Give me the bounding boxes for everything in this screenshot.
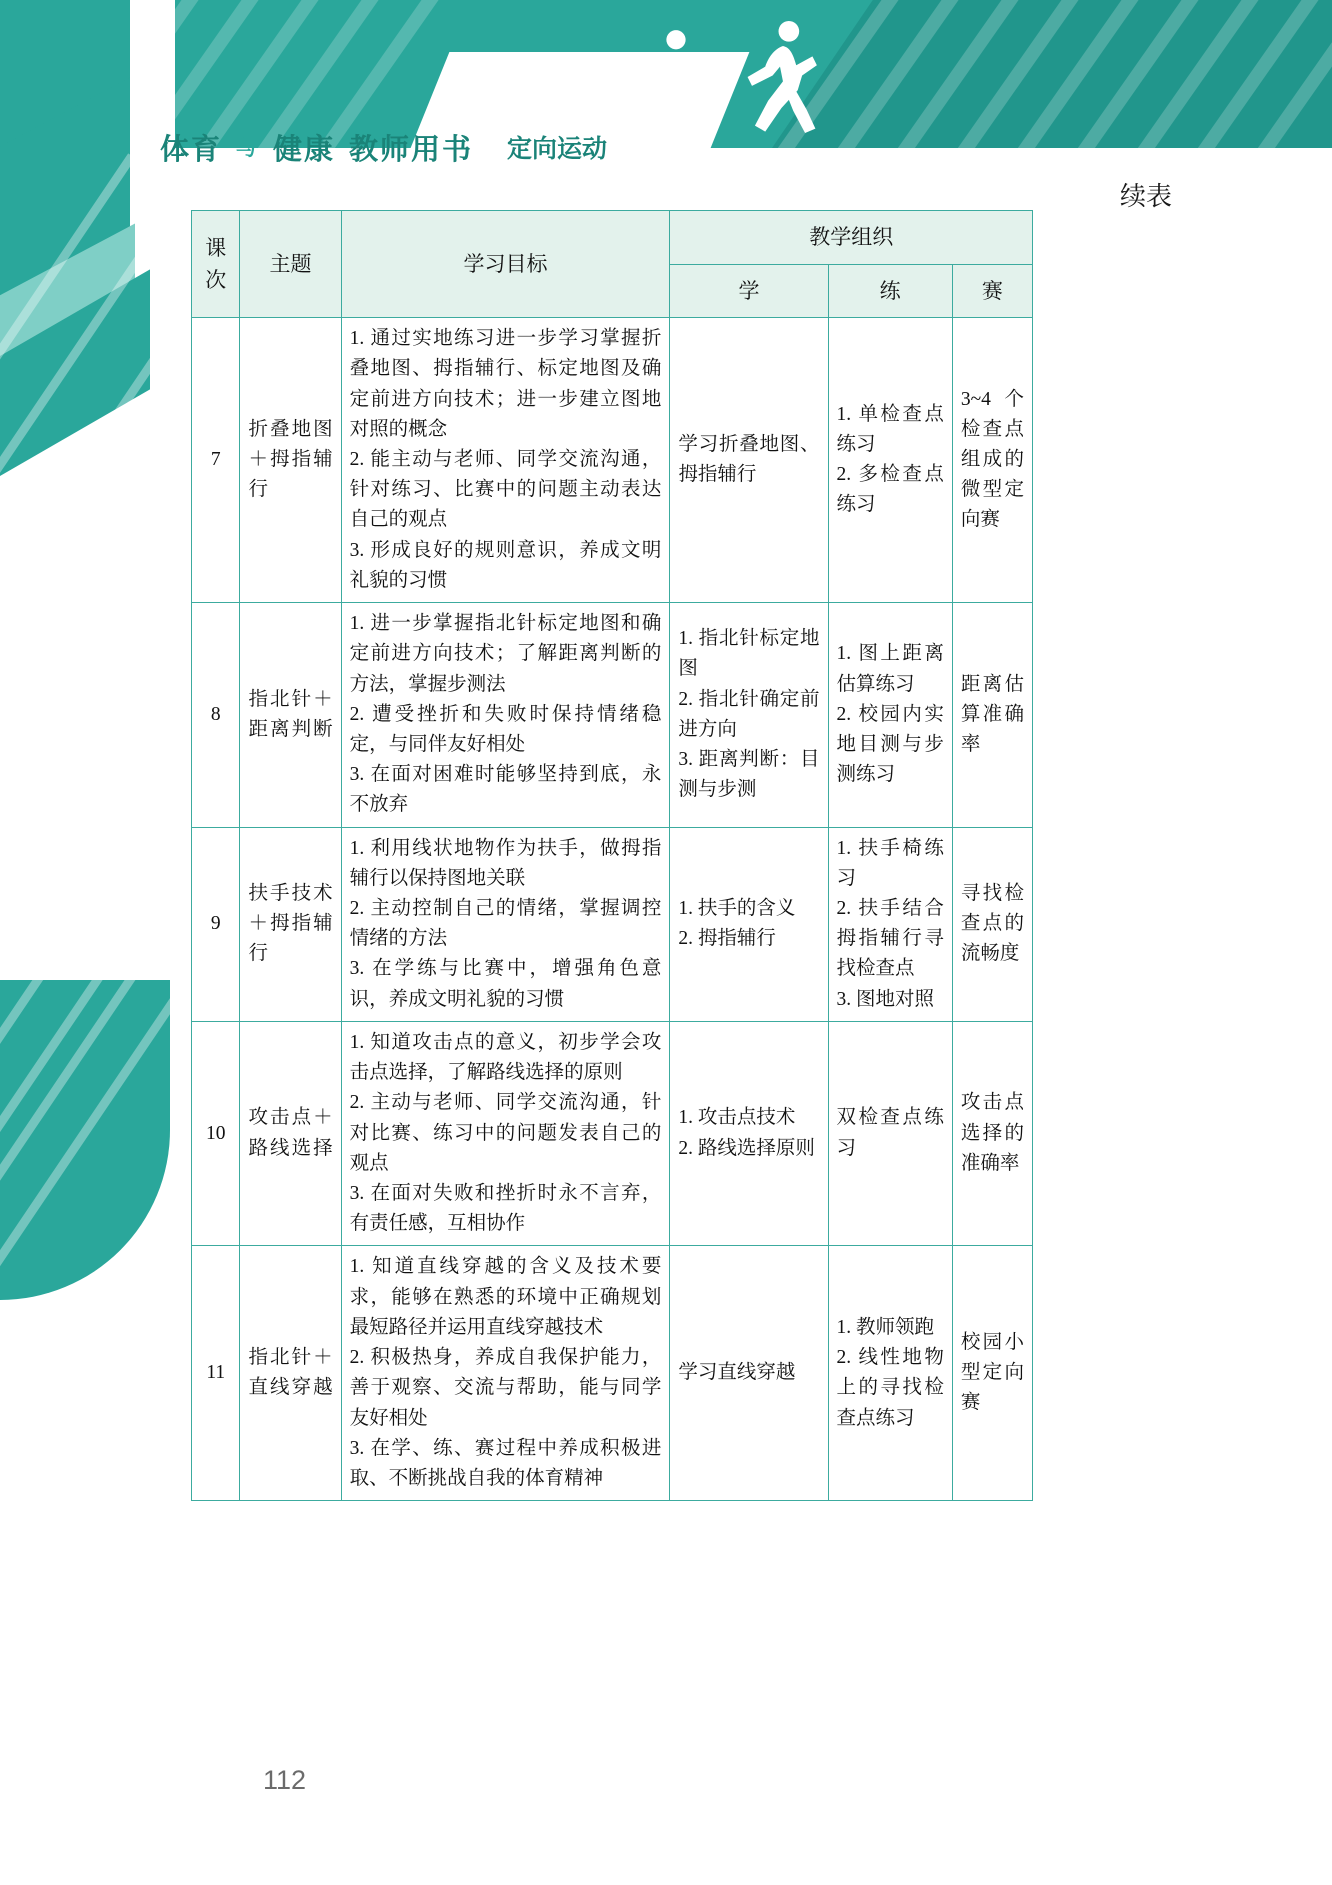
cell-race: 校园小型定向赛 (952, 1246, 1032, 1501)
cell-race: 攻击点选择的准确率 (952, 1021, 1032, 1246)
cell-objectives: 1. 知道直线穿越的含义及技术要求，能够在熟悉的环境中正确规划最短路径并运用直线穿越技术 2. 积极热身，养成自我保护能力，善于观察、交流与帮助，能与同学友好相处 3. 在学、练、赛过程中养成积极进取、不断挑战自我的体育精神 (341, 1246, 670, 1501)
cell-race: 距离估算准确率 (952, 603, 1032, 828)
cell-topic: 指北针＋距离判断 (240, 603, 341, 828)
header-race: 赛 (952, 264, 1032, 318)
cell-lesson-number: 8 (192, 603, 240, 828)
cell-topic: 扶手技术＋拇指辅行 (240, 827, 341, 1021)
runner-icon (620, 26, 710, 136)
table-row (192, 1246, 1033, 1501)
cell-objectives: 1. 通过实地练习进一步学习掌握折叠地图、拇指辅行、标定地图及确定前进方向技术；进一步建立图地对照的概念 2. 能主动与老师、同学交流沟通，针对练习、比赛中的问题主动表达自己的观点 3. 形成良好的规则意识，养成文明礼貌的习惯 (341, 318, 670, 603)
brand-subtitle: 教师用书 (349, 133, 474, 166)
table-row (192, 603, 1033, 828)
cell-objectives: 1. 进一步掌握指北针标定地图和确定前进方向技术；了解距离判断的方法，掌握步测法 2. 遭受挫折和失败时保持情绪稳定，与同伴友好相处 3. 在面对困难时能够坚持到底，永不放弃 (341, 603, 670, 828)
cell-drill: 1. 教师领跑 2. 线性地物上的寻找检查点练习 (828, 1246, 952, 1501)
cell-race: 3~4 个检查点组成的微型定向赛 (952, 318, 1032, 603)
page-content (175, 148, 1332, 1885)
cell-topic: 折叠地图＋拇指辅行 (240, 318, 341, 603)
brand-amp: 与 (236, 137, 260, 160)
cell-lesson-number: 11 (192, 1246, 240, 1501)
header-lesson: 课次 (192, 211, 240, 318)
header-topic: 主题 (240, 211, 341, 318)
brand-health: 健康 (273, 133, 336, 166)
cell-lesson-number: 7 (192, 318, 240, 603)
header-objective: 学习目标 (341, 211, 670, 318)
table-row (192, 827, 1033, 1021)
header-study: 学 (670, 264, 828, 318)
header-organization: 教学组织 (670, 211, 1033, 265)
lesson-plan-table (191, 210, 1033, 1501)
cell-objectives: 1. 知道攻击点的意义，初步学会攻击点选择，了解路线选择的原则 2. 主动与老师、同学交流沟通，针对比赛、练习中的问题发表自己的观点 3. 在面对失败和挫折时永不言弃，有责任感，互相协作 (341, 1021, 670, 1246)
table-row (192, 318, 1033, 603)
table-body (192, 318, 1033, 1501)
brand-lockup (160, 122, 627, 172)
cell-study: 1. 指北针标定地图 2. 指北针确定前进方向 3. 距离判断：目测与步测 (670, 603, 828, 828)
cell-study: 学习直线穿越 (670, 1246, 828, 1501)
header-drill: 练 (828, 264, 952, 318)
cell-objectives: 1. 利用线状地物作为扶手，做拇指辅行以保持图地关联 2. 主动控制自己的情绪，掌握调控情绪的方法 3. 在学练与比赛中，增强角色意识，养成文明礼貌的习惯 (341, 827, 670, 1021)
cell-topic: 指北针＋直线穿越 (240, 1246, 341, 1501)
brand-pill-label: 定向运动 (487, 122, 627, 172)
left-decoration (0, 0, 175, 1885)
cell-lesson-number: 10 (192, 1021, 240, 1246)
table-header-row (192, 211, 1033, 265)
cell-lesson-number: 9 (192, 827, 240, 1021)
cell-study: 1. 扶手的含义 2. 拇指辅行 (670, 827, 828, 1021)
cell-drill: 1. 单检查点练习 2. 多检查点练习 (828, 318, 952, 603)
cell-topic: 攻击点＋路线选择 (240, 1021, 341, 1246)
page-number: 112 (263, 1765, 307, 1795)
continued-label: 续表 (1119, 182, 1172, 211)
cell-drill: 1. 图上距离估算练习 2. 校园内实地目测与步测练习 (828, 603, 952, 828)
cell-race: 寻找检查点的流畅度 (952, 827, 1032, 1021)
table-row (192, 1021, 1033, 1246)
brand-title: 体育 (160, 133, 223, 166)
cell-study: 1. 攻击点技术 2. 路线选择原则 (670, 1021, 828, 1246)
runner-icon (730, 18, 830, 136)
cell-drill: 双检查点练习 (828, 1021, 952, 1246)
cell-study: 学习折叠地图、拇指辅行 (670, 318, 828, 603)
cell-drill: 1. 扶手椅练习 2. 扶手结合拇指辅行寻找检查点 3. 图地对照 (828, 827, 952, 1021)
